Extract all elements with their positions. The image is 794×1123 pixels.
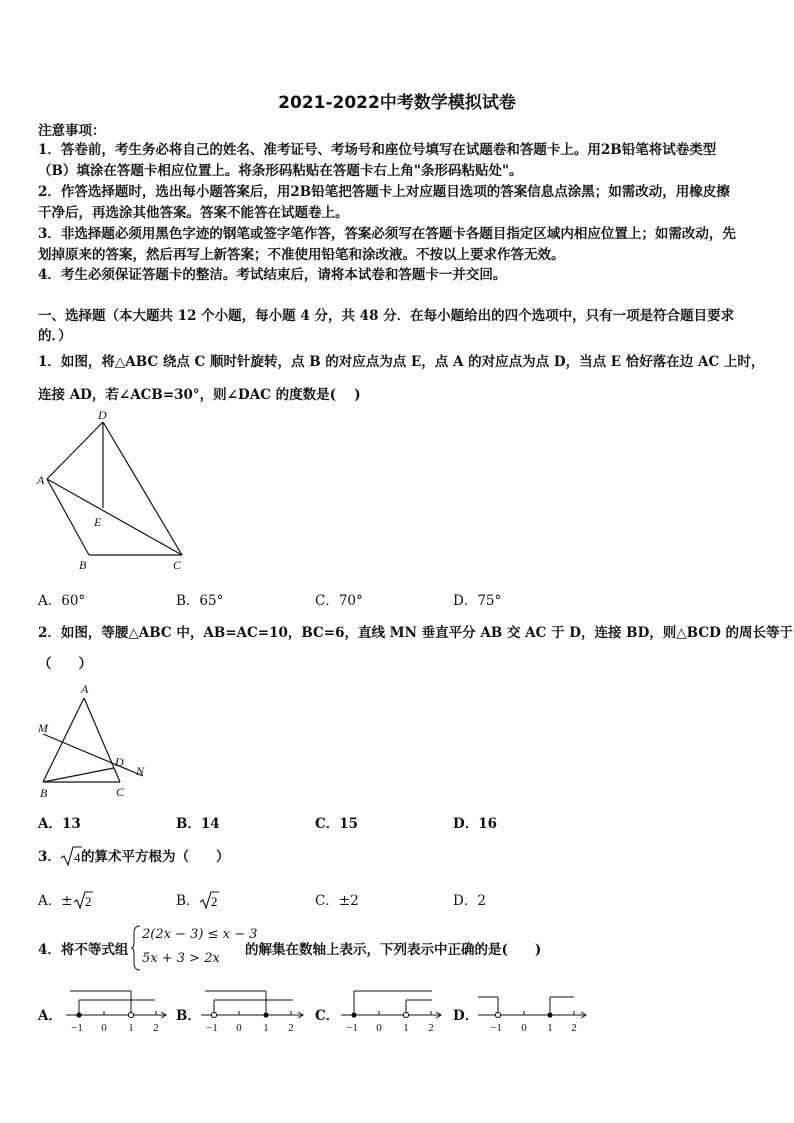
q4-option-b-numberline[interactable] — [197, 987, 307, 1035]
option-label: C． — [315, 893, 339, 909]
q4-option-a-numberline[interactable] — [62, 987, 170, 1035]
note-line: 干净后，再选涂其他答案。答案不能答在试题卷上。 — [38, 205, 349, 221]
fig1-label-b: B — [79, 558, 87, 572]
tick-label: 2 — [428, 1022, 434, 1034]
q2-option-c[interactable]: C．15 — [315, 816, 359, 832]
q3-option-c[interactable] — [315, 889, 359, 909]
q4-inequality-2: 5x + 3 > 2x — [142, 951, 220, 966]
radicand: 2 — [84, 894, 92, 909]
radicand: 2 — [211, 894, 218, 909]
tick-label: 0 — [101, 1022, 107, 1034]
q3-option-d[interactable] — [453, 889, 486, 909]
brace-icon — [130, 925, 142, 971]
tick-label: 1 — [547, 1022, 553, 1034]
fig1-label-d: D — [98, 408, 107, 422]
q1-option-d[interactable]: D．75° — [453, 593, 502, 609]
q3-radicand: 4 — [74, 850, 81, 865]
fig2-label-c: C — [116, 785, 125, 799]
fig2-label-b: B — [40, 786, 48, 800]
q4-inequality-1: 2(2x − 3) ≤ x − 3 — [142, 927, 258, 942]
page-title: 2021-2022中考数学模拟试卷 — [278, 93, 516, 113]
sqrt-icon — [73, 890, 93, 910]
note-line: 3．非选择题必须用黑色字迹的钢笔或签字笔作答，答案必须写在答题卡各题目指定区域内相应位置上；如需改动，先 — [38, 226, 736, 242]
tick-label: 2 — [571, 1022, 577, 1034]
q4-suffix: 的解集在数轴上表示，下列表示中正确的是( ) — [245, 942, 542, 958]
q2-option-a[interactable]: A．13 — [38, 816, 81, 832]
option-value: 2 — [477, 893, 486, 909]
q1-stem-cont: 连接 AD，若∠ACB=30°，则∠DAC 的度数是( ) — [38, 387, 361, 403]
note-line: 划掉原来的答案，然后再写上新答案；不准使用铅笔和涂改液。不按以上要求作答无效。 — [38, 247, 565, 263]
q3-option-b[interactable] — [176, 889, 219, 910]
note-line: （B）填涂在答题卡相应位置上。将条形码粘贴在答题卡右上角"条形码粘贴处"。 — [38, 163, 523, 179]
q1-figure — [35, 405, 205, 575]
tick-label: −1 — [206, 1022, 218, 1034]
q2-stem: 2．如图，等腰△ABC 中，AB=AC=10，BC=6，直线 MN 垂直平分 AB 交 AC 于 D，连接 BD，则△BCD 的周长等于 — [38, 625, 793, 641]
fig2-label-n: N — [136, 764, 145, 778]
note-line: 2．作答选择题时，选出每小题答案后，用2B铅笔把答题卡上对应题目选项的答案信息点涂黑；如需改动，用橡皮擦 — [38, 184, 730, 200]
q1-option-a[interactable]: A．60° — [38, 593, 86, 609]
fig1-label-a: A — [37, 473, 45, 487]
fig2-label-d: D — [115, 755, 124, 769]
q4-option-c-numberline[interactable] — [337, 987, 445, 1035]
tick-label: 2 — [153, 1022, 159, 1034]
tick-label: 0 — [376, 1022, 382, 1034]
tick-label: 0 — [236, 1022, 242, 1034]
tick-label: −1 — [71, 1022, 83, 1034]
tick-label: −1 — [346, 1022, 358, 1034]
tick-label: 1 — [128, 1022, 134, 1034]
fig1-label-e: E — [94, 515, 102, 529]
option-label: D． — [453, 893, 478, 909]
option-label: B． — [176, 893, 200, 909]
tick-label: −1 — [490, 1022, 502, 1034]
q3-option-a[interactable] — [38, 889, 93, 910]
fig2-label-a: A — [81, 682, 89, 696]
fig1-label-c: C — [173, 558, 182, 572]
sqrt-icon — [60, 845, 82, 867]
q2-figure — [35, 680, 155, 802]
q4-prefix: 4．将不等式组 — [38, 942, 129, 958]
q1-option-c[interactable]: C．70° — [315, 593, 363, 609]
q3-suffix: 的算术平方根为（ ） — [81, 849, 230, 865]
option-sign: ± — [61, 893, 73, 909]
q4-option-c-label[interactable]: C． — [315, 1008, 340, 1024]
q2-stem-cont: （ ） — [38, 656, 92, 672]
q2-option-b[interactable]: B．14 — [176, 816, 220, 832]
q1-option-b[interactable]: B．65° — [176, 593, 224, 609]
tick-label: 1 — [263, 1022, 269, 1034]
notes-heading: 注意事项： — [38, 123, 106, 139]
q4-option-d-label[interactable]: D． — [453, 1008, 479, 1024]
option-label: A． — [38, 893, 62, 909]
q2-option-d[interactable]: D．16 — [453, 816, 497, 832]
tick-label: 0 — [521, 1022, 527, 1034]
q3-prefix: 3． — [38, 849, 61, 865]
q4-option-d-numberline[interactable] — [474, 987, 590, 1035]
q4-option-a-label[interactable]: A． — [38, 1008, 62, 1024]
tick-label: 2 — [288, 1022, 294, 1034]
sqrt-icon — [199, 890, 219, 910]
note-line: 4．考生必须保证答题卡的整洁。考试结束后，请将本试卷和答题卡一并交回。 — [38, 267, 507, 283]
option-value: ±2 — [338, 893, 359, 909]
section-heading-cont: 的．） — [38, 328, 72, 344]
tick-label: 1 — [403, 1022, 409, 1034]
fig2-label-m: M — [38, 721, 48, 735]
q4-option-b-label[interactable]: B． — [176, 1008, 201, 1024]
q1-stem: 1．如图，将△ABC 绕点 C 顺时针旋转，点 B 的对应点为点 E，点 A 的对应点为点 D，当点 E 恰好落在边 AC 上时， — [38, 354, 765, 370]
note-line: 1．答卷前，考生务必将自己的姓名、准考证号、考场号和座位号填写在试题卷和答题卡上。用2B铅笔将试卷类型 — [38, 142, 717, 158]
section-heading: 一、选择题（本大题共 12 个小题，每小题 4 分，共 48 分．在每小题给出的四个选项中，只有一项是符合题目要求 — [38, 308, 735, 324]
